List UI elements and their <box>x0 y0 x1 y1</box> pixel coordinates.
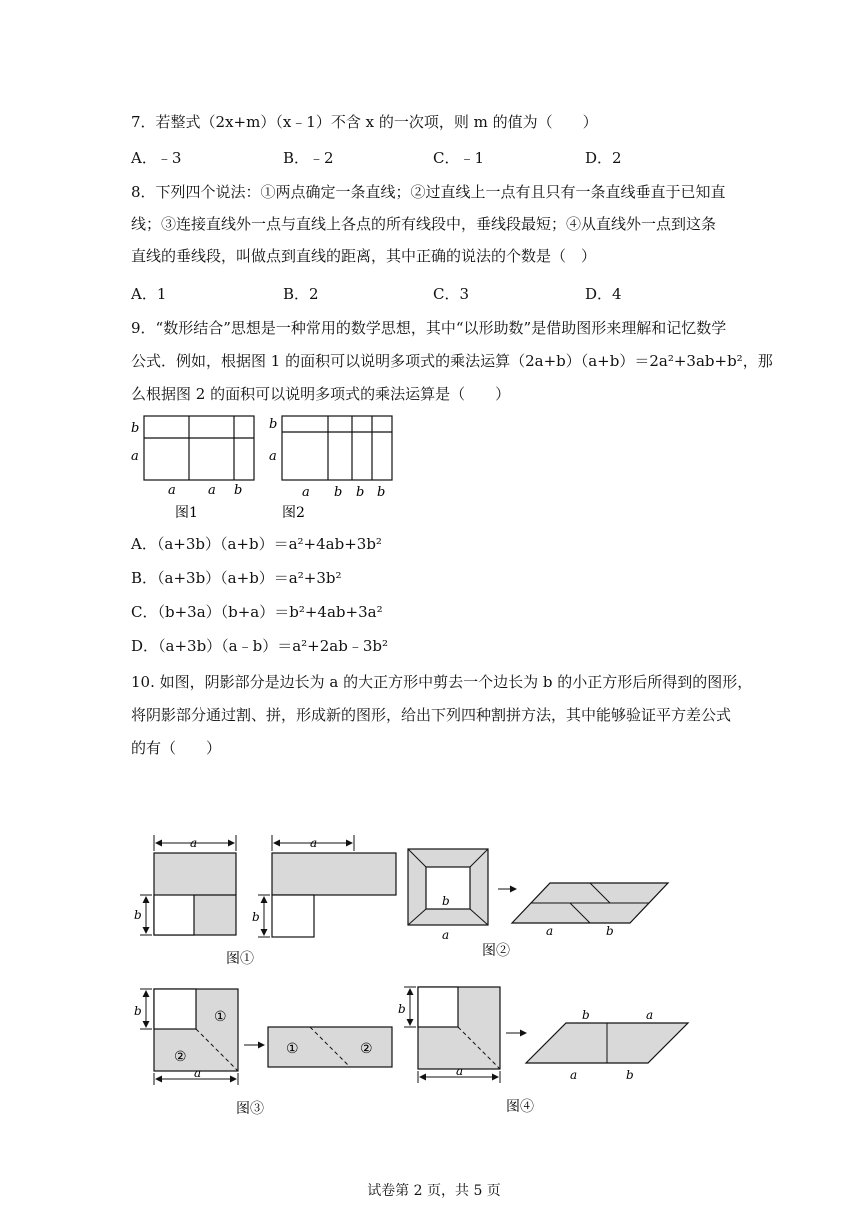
q8-stem-line1: 8．下列四个说法：①两点确定一条直线；②过直线上一点有且只有一条直线垂直于已知直 <box>131 183 726 201</box>
fig2-label-b3: b <box>377 485 386 500</box>
q7-stem: 7．若整式（2x+m）（x﹣1）不含 x 的一次项，则 m 的值为（ ） <box>131 113 598 131</box>
fig-2-label-a: a <box>442 928 450 942</box>
q9-stem-line2: 公式．例如，根据图 1 的面积可以说明多项式的乘法运算（2a+b）（a+b）＝2a²+3ab+b²，那 <box>131 352 773 370</box>
fig2-label-b2: b <box>356 485 365 500</box>
fig-1-left-label-a: a <box>190 836 198 850</box>
fig1-caption: 图1 <box>175 505 198 521</box>
fig-1-right-label-a: a <box>310 836 318 850</box>
fig2-label-a-left: a <box>269 449 277 464</box>
fig2-label-b1: b <box>334 485 343 500</box>
q10-stem-line2: 将阴影部分通过割、拼，形成新的图形，给出下列四种割拼方法，其中能够验证平方差公式 <box>131 706 732 724</box>
q7-option-a: A．﹣3 <box>131 149 182 167</box>
fig-2-parallelogram <box>512 883 668 938</box>
q10-stem-line1: 10. 如图，阴影部分是边长为 a 的大正方形中剪去一个边长为 b 的小正方形后所得到的图形， <box>131 673 753 691</box>
fig-1-right <box>252 835 396 937</box>
q7-option-c: C．﹣1 <box>433 149 485 167</box>
q8-stem-line3: 直线的垂线段，叫做点到直线的距离，其中正确的说法的个数是（ ） <box>131 247 597 265</box>
fig-4-caption: 图④ <box>506 1099 534 1115</box>
fig-3-square <box>134 989 238 1085</box>
fig-1-left-label-b: b <box>134 908 142 922</box>
fig-1-caption: 图① <box>226 951 254 967</box>
fig-4-label-a: a <box>456 1064 464 1078</box>
fig-4-para-label-a-top: a <box>646 1008 654 1022</box>
q8-option-c: C．3 <box>433 285 470 303</box>
q9-option-b: B．（a+3b）（a+b）＝a²+3b² <box>131 569 342 587</box>
fig-4-label-b: b <box>398 1002 406 1016</box>
fig1-label-a-left: a <box>131 449 139 464</box>
q9-option-a: A．（a+3b）（a+b）＝a²+4ab+3b² <box>131 535 382 553</box>
q9-option-c: C．（b+3a）（b+a）＝b²+4ab+3a² <box>131 603 383 621</box>
q10-stem-line3: 的有（ ） <box>131 739 222 757</box>
fig-3-rect-circled-1: ① <box>286 1041 299 1057</box>
fig1-label-a1: a <box>168 483 176 498</box>
q8-option-b: B．2 <box>283 285 319 303</box>
q9-stem-line1: 9．“数形结合”思想是一种常用的数学思想，其中“以形助数”是借助图形来理解和记忆数学 <box>131 319 727 337</box>
fig2-caption: 图2 <box>282 505 305 521</box>
fig-1-right-label-b: b <box>252 910 260 924</box>
fig-3-caption: 图③ <box>236 1101 264 1117</box>
fig-2-frame <box>408 849 488 942</box>
fig-4-para-label-b-bottom: b <box>626 1068 634 1082</box>
fig-3-rectangle <box>268 1027 392 1067</box>
fig-2-caption: 图② <box>482 943 510 959</box>
page-footer: 试卷第 2 页，共 5 页 <box>367 1183 501 1199</box>
fig-3-label-a: a <box>194 1066 202 1080</box>
q8-option-a: A．1 <box>131 285 167 303</box>
fig2-label-a: a <box>302 485 310 500</box>
q9-figure-1 <box>128 410 263 525</box>
q9-option-d: D．（a+3b）（a﹣b）＝a²+2ab﹣3b² <box>131 637 389 655</box>
fig-4-para-label-a-bottom: a <box>570 1068 578 1082</box>
fig-4-parallelogram <box>526 1008 688 1082</box>
fig-1-left <box>134 835 236 935</box>
q8-stem-line2: 线；③连接直线外一点与直线上各点的所有线段中，垂线段最短；④从直线外一点到这条 <box>131 215 717 233</box>
fig-4-para-label-b-top: b <box>582 1008 590 1022</box>
fig1-label-a2: a <box>208 483 216 498</box>
q10-figures <box>120 825 720 1125</box>
fig-3-label-b: b <box>134 1004 142 1018</box>
q8-option-d: D．4 <box>585 285 622 303</box>
fig1-label-b-left: b <box>131 421 140 436</box>
fig-2-para-label-a: a <box>546 924 554 938</box>
q7-option-d: D．2 <box>585 149 622 167</box>
fig-2-para-label-b: b <box>606 924 614 938</box>
fig-3-rect-circled-2: ② <box>360 1041 373 1057</box>
fig-4-square <box>398 987 500 1083</box>
q9-stem-line3: 么根据图 2 的面积可以说明多项式的乘法运算是（ ） <box>131 385 511 403</box>
fig-2-label-b: b <box>442 894 450 908</box>
q9-figure-2 <box>266 410 401 525</box>
fig-3-circled-1: ① <box>214 1009 227 1025</box>
fig2-label-b-left: b <box>269 417 278 432</box>
fig-3-circled-2: ② <box>174 1049 187 1065</box>
fig1-label-b-bottom: b <box>234 483 243 498</box>
q7-option-b: B．﹣2 <box>283 149 334 167</box>
